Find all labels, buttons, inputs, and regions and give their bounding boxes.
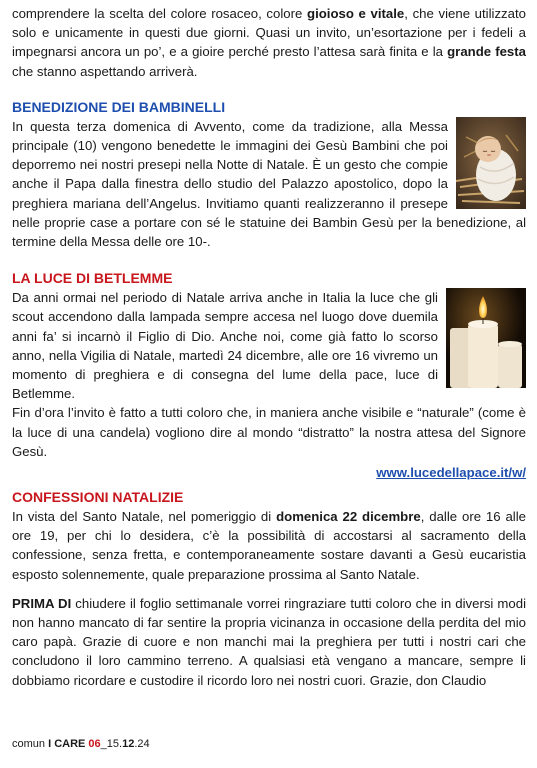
benedizione-heading: BENEDIZIONE DEI BAMBINELLI: [12, 98, 226, 115]
confessioni-body: In vista del Santo Natale, nel pomeriggio di domenica 22 dicembre, dalle ore 16 alle ore 19, per chi lo desidera, c’è la possibilità di accostarsi al sacramento della confessione, senza fretta, e contemporaneamente sostare davanti a Gesù eucaristia esposto solennemente, quale preparazione prossima al Santo Natale.: [12, 509, 526, 582]
ringraziamento-lead: PRIMA DI: [12, 595, 72, 611]
section-benedizione: [12, 98, 526, 251]
luce-body-2: Fin d’ora l’invito è fatto a tutti coloro che, in maniera anche visibile e “naturale” (come è la luce di una candela) vogliono dire al mondo “distratto” la nostra attesa del Signore Gesù.: [12, 405, 526, 459]
footer: comun I CARE 06_15.12.24: [12, 738, 150, 750]
footer-brand: I CARE: [48, 738, 86, 750]
lucedellapace-link[interactable]: www.lucedellapace.it/w/: [376, 465, 526, 481]
candles-image: [446, 288, 526, 388]
confessioni-heading: CONFESSIONI NATALIZIE: [12, 489, 184, 506]
ringraziamento-body: PRIMA DI chiudere il foglio settimanale vorrei ringraziare tutti coloro che in diversi modi non hanno mancato di far sentire la propria vicinanza in occasione della perdita del mio caro papà. Grazie di cuore e non manchi mai la preghiera per tutti i nostri cari che concludono il loro cammino terreno. A qualsiasi età vengano a mancare, sempre li dobbiamo ricordare e custodire il ricordo loro nei nostri cuori. Grazie, don Claudio: [12, 595, 526, 688]
newsletter-page: [12, 4, 526, 690]
section-ringraziamento: [12, 594, 526, 690]
section-confessioni: [12, 488, 526, 584]
luce-heading: LA LUCE DI BETLEMME: [12, 270, 173, 287]
intro-paragraph: comprendere la scelta del colore rosaceo, colore gioioso e vitale, che viene utilizzato solo e unicamente in questi due giorni. Quasi un invito, un’esortazione per i fedeli a impegnarsi ancora un po’, e a gioire perché presto l’attesa sarà finita e la grande festa che stanno aspettando arriverà.: [12, 6, 526, 79]
baby-jesus-figurine-image: [456, 117, 526, 209]
luce-link-row: [12, 463, 526, 482]
benedizione-body: In questa terza domenica di Avvento, come da tradizione, alla Messa principale (10) vengono benedette le immagini dei Gesù Bambini che poi deporremo nei nostri presepi nella Notte di Natale. È un gesto che compie anche il Papa dalla finestra dello studio del Palazzo apostolico, dopo la preghiera mariana dell’Angelus. Invitiamo quanti realizzeranno il presepe nelle proprie case a portare con sé le statuine dei Bambin Gesù per la benedizione, al termine della Messa delle ore 10-.: [12, 118, 526, 250]
luce-body-1: Da anni ormai nel periodo di Natale arriva anche in Italia la luce che gli scout accendono dalla lampada sempre accesa nel luogo dove duemila anni fa’ si incarnò il Figlio di Dio. Anche noi, come già fatto lo scorso anno, nella Vigilia di Natale, martedì 24 dicembre, alle ore 16 vivremo un momento di preghiera e di consegna del lume della pace, luce di Betlemme.: [12, 290, 438, 402]
section-luce: [12, 269, 526, 482]
